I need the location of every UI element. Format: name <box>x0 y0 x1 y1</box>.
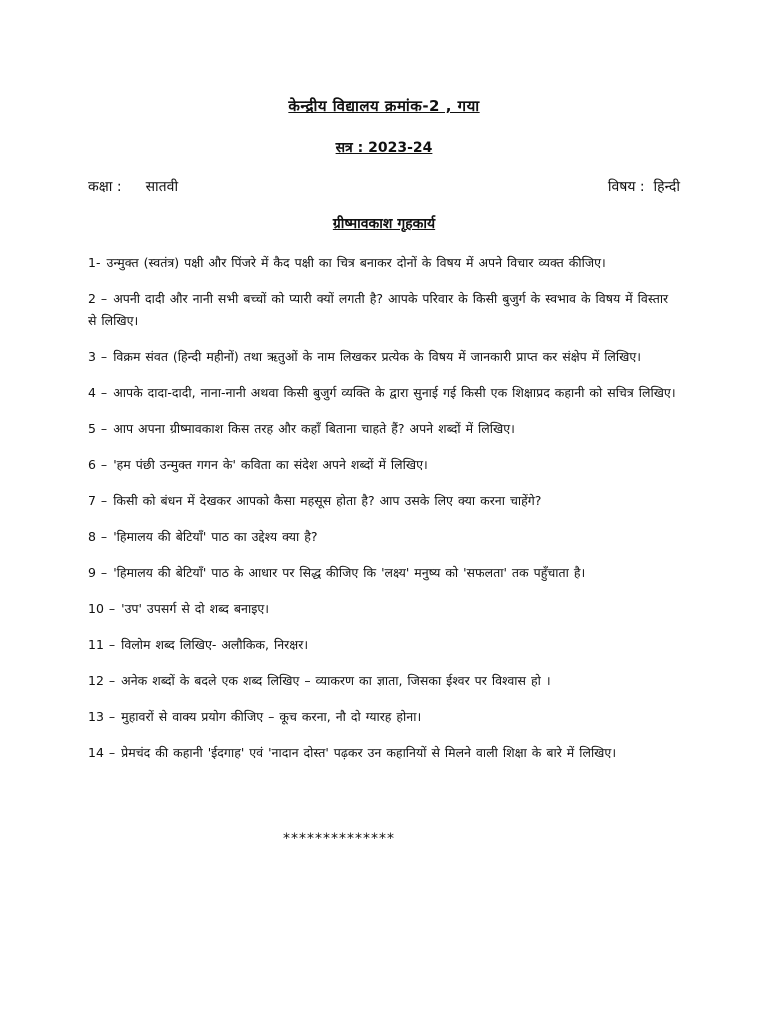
class-value: सातवी <box>145 179 179 195</box>
question-item <box>88 418 680 440</box>
question-text: 'हिमालय की बेटियाँ' पाठ के आधार पर सिद्ध कीजिए कि 'लक्ष्य' मनुष्य को 'सफलता' तक पहुँचाता है। <box>113 565 586 580</box>
question-text: अनेक शब्दों के बदले एक शब्द लिखिए – व्याकरण का ज्ञाता, जिसका ईश्वर पर विश्वास हो । <box>121 673 551 688</box>
question-list <box>88 252 680 778</box>
question-text: 'उप' उपसर्ग से दो शब्द बनाइए। <box>121 601 269 616</box>
session-line: सत्र : 2023-24 <box>335 140 433 156</box>
question-text: किसी को बंधन में देखकर आपको कैसा महसूस होता है? आप उसके लिए क्या करना चाहेंगे? <box>113 493 542 508</box>
question-text: आप अपना ग्रीष्मावकाश किस तरह और कहाँ बिताना चाहते हैं? अपने शब्दों में लिखिए। <box>113 421 515 436</box>
question-text: विक्रम संवत (हिन्दी महीनों) तथा ऋतुओं के नाम लिखकर प्रत्येक के विषय में जानकारी प्राप्त कर संक्षेप में लिखिए। <box>113 349 642 364</box>
question-item <box>88 634 680 656</box>
question-item <box>88 526 680 548</box>
question-number: 3 – <box>88 349 108 364</box>
question-number: 4 – <box>88 385 108 400</box>
question-text: 'हिमालय की बेटियाँ' पाठ का उद्देश्य क्या है? <box>113 529 318 544</box>
question-number: 1- <box>88 255 101 270</box>
footer-stars: ************** <box>283 831 395 847</box>
question-item <box>88 490 680 512</box>
class-info <box>88 177 178 196</box>
class-subject-row <box>88 177 680 196</box>
question-number: 12 – <box>88 673 116 688</box>
question-text: प्रेमचंद की कहानी 'ईदगाह' एवं 'नादान दोस्त' पढ़कर उन कहानियों से मिलने वाली शिक्षा के बारे में लिखिए। <box>121 745 617 760</box>
question-text: आपके दादा-दादी, नाना-नानी अथवा किसी बुजुर्ग व्यक्ति के द्वारा सुनाई गई किसी एक शिक्षाप्रद कहानी को सचित्र लिखिए। <box>113 385 676 400</box>
question-item <box>88 454 680 476</box>
subject-info <box>608 177 680 196</box>
question-number: 9 – <box>88 565 108 580</box>
subject-label: विषय : <box>607 179 645 195</box>
question-item <box>88 288 680 332</box>
question-number: 14 – <box>88 745 116 760</box>
question-number: 2 – <box>88 291 108 306</box>
question-text: विलोम शब्द लिखिए- अलौकिक, निरक्षर। <box>121 637 309 652</box>
question-item <box>88 742 680 764</box>
question-number: 6 – <box>88 457 108 472</box>
question-number: 10 – <box>88 601 116 616</box>
subject-value: हिन्दी <box>653 179 680 195</box>
question-number: 11 – <box>88 637 116 652</box>
question-item <box>88 598 680 620</box>
question-item <box>88 562 680 584</box>
question-text: उन्मुक्त (स्वतंत्र) पक्षी और पिंजरे में कैद पक्षी का चित्र बनाकर दोनों के विषय में अपने विचार व्यक्त कीजिए। <box>106 255 606 270</box>
question-number: 7 – <box>88 493 108 508</box>
homework-title: ग्रीष्मावकाश गृहकार्य <box>332 216 436 232</box>
question-item <box>88 346 680 368</box>
question-number: 8 – <box>88 529 108 544</box>
question-number: 13 – <box>88 709 116 724</box>
question-item <box>88 706 680 728</box>
question-item <box>88 670 680 692</box>
question-text: 'हम पंछी उन्मुक्त गगन के' कविता का संदेश अपने शब्दों में लिखिए। <box>113 457 428 472</box>
question-item <box>88 252 680 274</box>
school-title: केन्द्रीय विद्यालय क्रमांक-2 , गया <box>288 97 480 115</box>
question-text: अपनी दादी और नानी सभी बच्चों को प्यारी क्यों लगती है? आपके परिवार के किसी बुजुर्ग के स्वभाव के विषय में विस्तार से लिखिए। <box>88 291 669 328</box>
question-item <box>88 382 680 404</box>
question-number: 5 – <box>88 421 108 436</box>
class-label: कक्षा : <box>88 179 122 195</box>
question-text: मुहावरों से वाक्य प्रयोग कीजिए – कूच करना, नौ दो ग्यारह होना। <box>121 709 422 724</box>
